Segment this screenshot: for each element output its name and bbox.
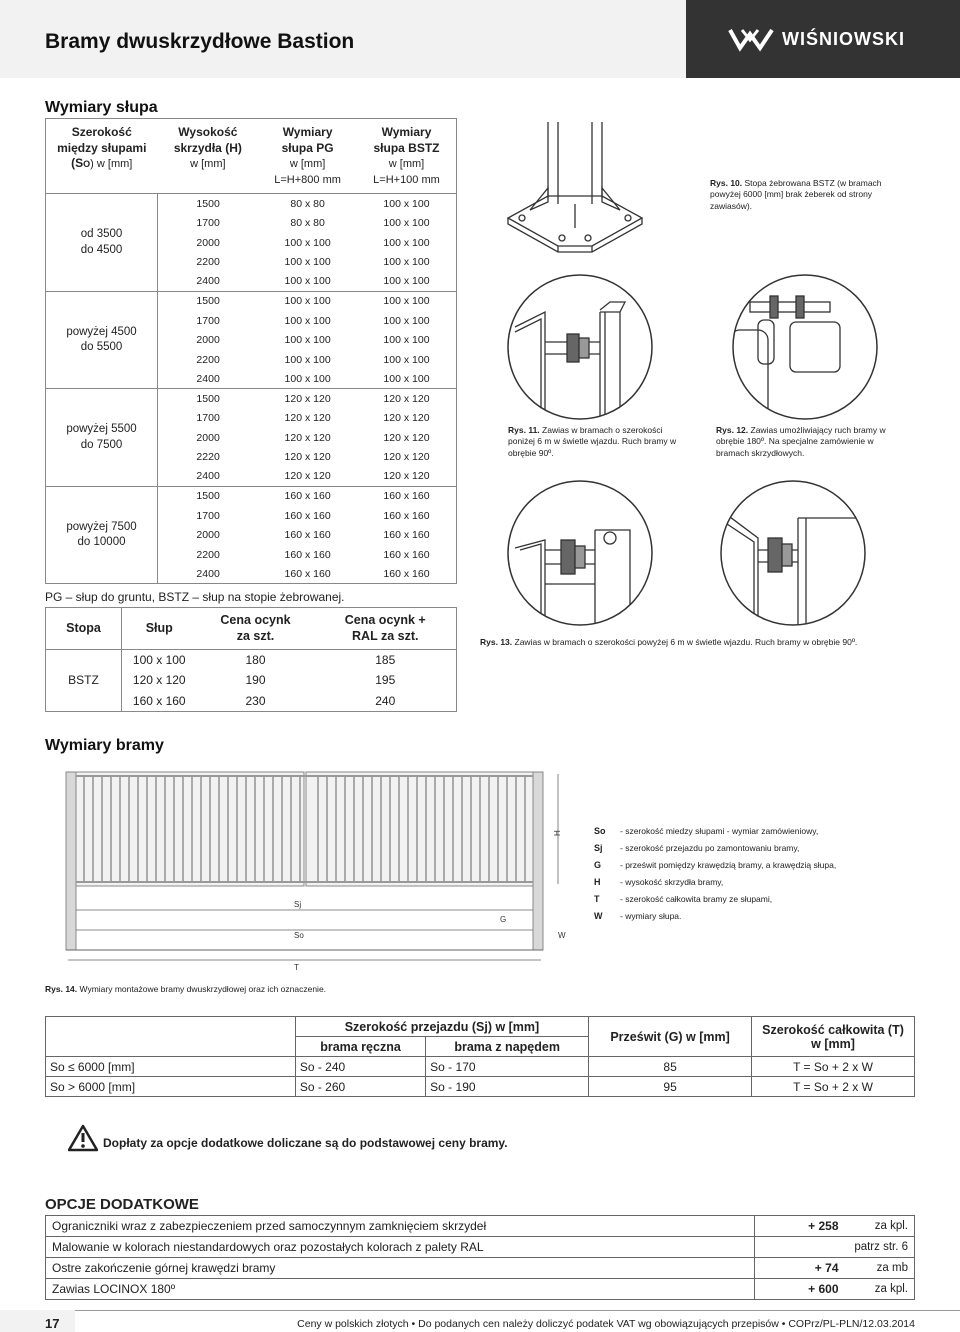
table-cell: 100 x 100 bbox=[383, 314, 430, 327]
table-cell: 100 x 100 bbox=[284, 275, 331, 288]
table-cell: 120 x 120 bbox=[383, 412, 430, 425]
table-cell: 160 x 160 bbox=[383, 509, 430, 522]
table-cell: 100 x 100 bbox=[383, 217, 430, 230]
col-bstz: Wymiary słupa BSTZ w [mm] L=H+100 mm bbox=[373, 125, 440, 186]
option-price: + 74 bbox=[755, 1258, 845, 1279]
table-cell: 2000 bbox=[196, 529, 220, 542]
col-clearance: Prześwit (G) w [mm] bbox=[589, 1017, 752, 1057]
table-cell: T = So + 2 x W bbox=[752, 1057, 915, 1077]
legend-item: Sj - szerokość przejazdu po zamontowaniu bramy, bbox=[594, 843, 800, 853]
legend-item: G - prześwit pomiędzy krawędzią bramy, a krawędzią słupa, bbox=[594, 860, 837, 870]
option-name: Ograniczniki wraz z zabezpieczeniem przed samoczynnym zamknięciem skrzydeł bbox=[46, 1216, 755, 1237]
table-row bbox=[46, 291, 457, 311]
table-cell: 2000 bbox=[196, 431, 220, 444]
table-cell: So - 240 bbox=[295, 1057, 425, 1077]
table-cell: 100 x 100 bbox=[284, 334, 331, 347]
table-cell: 160 x 160 bbox=[357, 486, 457, 506]
table-cell: T = So + 2 x W bbox=[752, 1077, 915, 1097]
table-cell: 2400 bbox=[196, 567, 220, 580]
col-blank bbox=[46, 1017, 296, 1057]
option-name: Zawias LOCINOX 180º bbox=[46, 1279, 755, 1300]
table-cell: 2400 bbox=[196, 275, 220, 288]
table-cell: 1500 bbox=[158, 291, 259, 311]
table-cell: 100 x 100 bbox=[284, 353, 331, 366]
figure-gate-dimensions bbox=[38, 760, 578, 982]
warning-icon bbox=[68, 1124, 98, 1152]
brand-logo bbox=[686, 0, 960, 78]
table-cell: 100 x 100 bbox=[383, 353, 430, 366]
table-cell: So ≤ 6000 [mm] bbox=[46, 1057, 296, 1077]
footer-text: Ceny w polskich złotych • Do podanych cen należy doliczyć podatek VAT wg obowiązujących przepisów • COPrz/PL-PLN/12.03.2014 bbox=[297, 1318, 915, 1330]
page-title: Bramy dwuskrzydłowe Bastion bbox=[45, 30, 355, 53]
table-cell: 2220 bbox=[196, 451, 220, 464]
table-cell: 80 x 80 bbox=[290, 197, 325, 210]
table-cell: 2400 bbox=[196, 470, 220, 483]
table-cell: 1500 bbox=[158, 389, 259, 409]
table-cell: 1500 bbox=[158, 486, 259, 506]
legend-item: T - szerokość całkowita bramy ze słupami, bbox=[594, 894, 773, 904]
table-cell: 100 x 100 bbox=[132, 653, 186, 667]
col-price-zinc: Cena ocynk za szt. bbox=[197, 608, 315, 650]
figure-hinge-large-right bbox=[718, 478, 868, 628]
section-title-post-dims: Wymiary słupa bbox=[45, 99, 158, 116]
option-unit: za mb bbox=[845, 1258, 915, 1279]
table-cell: 100 x 100 bbox=[383, 372, 430, 385]
caption-fig12: Rys. 12. Zawias umożliwiający ruch bramy w obrębie 180º. Na specjalne zamówienie w bramach skrzydłowych. bbox=[716, 425, 886, 458]
option-unit: za kpl. bbox=[845, 1216, 915, 1237]
option-row bbox=[46, 1237, 915, 1258]
table-cell: 120 x 120 bbox=[383, 451, 430, 464]
col-slup: Słup bbox=[122, 608, 197, 650]
table-cell: 1700 bbox=[196, 217, 220, 230]
legend-item: W - wymiary słupa. bbox=[594, 911, 682, 921]
table-cell: 100 x 100 bbox=[383, 256, 430, 269]
col-height: Wysokość skrzydła (H) w [mm] bbox=[173, 125, 242, 171]
table-cell: 100 x 100 bbox=[383, 275, 430, 288]
table-cell: 100 x 100 bbox=[284, 314, 331, 327]
table-cell: 120 x 120 bbox=[357, 389, 457, 409]
table-cell: 160 x 160 bbox=[132, 693, 186, 708]
table-cell: 120 x 120 bbox=[284, 431, 331, 444]
dim-label-h: H bbox=[553, 830, 562, 836]
post-dimensions-table bbox=[45, 118, 457, 584]
figure-hinge-180 bbox=[730, 272, 880, 422]
option-price: + 258 bbox=[755, 1216, 845, 1237]
table-cell: 185 bbox=[375, 653, 396, 667]
table-cell: 230 bbox=[245, 693, 266, 708]
table-cell: 100 x 100 bbox=[258, 291, 357, 311]
table-cell: 190 bbox=[245, 673, 266, 688]
group-label: powyżej 5500 do 7500 bbox=[46, 389, 158, 487]
legend-item: So - szerokość miedzy słupami - wymiar zamówieniowy, bbox=[594, 826, 819, 836]
table-cell: 1700 bbox=[196, 412, 220, 425]
table-cell: 160 x 160 bbox=[383, 548, 430, 561]
gate-dimensions-table bbox=[45, 1016, 915, 1097]
dim-label-w: W bbox=[558, 931, 566, 940]
dim-label-g: G bbox=[500, 915, 507, 924]
post-note: PG – słup do gruntu, BSTZ – słup na stopie żebrowanej. bbox=[45, 590, 345, 604]
table-cell: 160 x 160 bbox=[383, 529, 430, 542]
table-cell: 95 bbox=[589, 1077, 752, 1097]
table-cell: 100 x 100 bbox=[383, 334, 430, 347]
col-passage: Szerokość przejazdu (Sj) w [mm] bbox=[295, 1017, 588, 1037]
caption-fig11: Rys. 11. Zawias w bramach o szerokości poniżej 6 m w świetle wjazdu. Ruch bramy w obrębie 90º. bbox=[508, 425, 677, 458]
caption-fig14: Rys. 14. Wymiary montażowe bramy dwuskrzydłowej oraz ich oznaczenie. bbox=[45, 984, 327, 994]
table-cell: 160 x 160 bbox=[284, 529, 331, 542]
group-label: od 3500 do 4500 bbox=[46, 194, 158, 292]
group-label: powyżej 4500 do 5500 bbox=[46, 291, 158, 389]
caption-fig10: Rys. 10. Stopa żebrowana BSTZ (w bramach powyżej 6000 [mm] brak żeberek od strony zawiasów). bbox=[710, 178, 882, 211]
table-row bbox=[46, 194, 457, 214]
table-cell: 1700 bbox=[196, 314, 220, 327]
table-cell: So - 190 bbox=[426, 1077, 589, 1097]
table-cell: 1500 bbox=[196, 197, 220, 210]
warning-text: Dopłaty za opcje dodatkowe doliczane są do podstawowej ceny bramy. bbox=[103, 1136, 508, 1150]
dim-label-t: T bbox=[294, 963, 299, 972]
dimension-legend bbox=[594, 823, 836, 925]
table-cell: 2000 bbox=[196, 236, 220, 249]
col-stopa: Stopa bbox=[46, 608, 122, 650]
figure-base-plate bbox=[500, 118, 650, 268]
option-row bbox=[46, 1216, 915, 1237]
table-cell: 195 bbox=[375, 673, 396, 688]
table-cell: 240 bbox=[375, 693, 396, 708]
page-header bbox=[0, 0, 960, 78]
table-cell: 100 x 100 bbox=[357, 291, 457, 311]
table-cell: 100 x 100 bbox=[383, 236, 430, 249]
option-price bbox=[755, 1237, 845, 1258]
col-price-ral: Cena ocynk + RAL za szt. bbox=[315, 608, 457, 650]
option-row bbox=[46, 1258, 915, 1279]
dim-label-sj: Sj bbox=[294, 900, 302, 909]
brand-logo-icon bbox=[728, 26, 774, 52]
col-spacing: Szerokość między słupami (SO) w [mm] bbox=[57, 125, 147, 171]
table-cell: 2400 bbox=[196, 372, 220, 385]
option-unit: za kpl. bbox=[845, 1279, 915, 1300]
table-cell: 100 x 100 bbox=[284, 236, 331, 249]
group-label: powyżej 7500 do 10000 bbox=[46, 486, 158, 584]
table-cell: 2200 bbox=[196, 353, 220, 366]
table-cell: So - 260 bbox=[295, 1077, 425, 1097]
option-price: + 600 bbox=[755, 1279, 845, 1300]
options-table bbox=[45, 1215, 915, 1300]
table-cell: 160 x 160 bbox=[383, 567, 430, 580]
figure-hinge-90 bbox=[505, 272, 655, 422]
option-unit: patrz str. 6 bbox=[845, 1237, 915, 1258]
col-pg: Wymiary słupa PG w [mm] L=H+800 mm bbox=[274, 125, 341, 186]
table-row bbox=[46, 389, 457, 409]
col-manual: brama ręczna bbox=[295, 1037, 425, 1057]
table-row bbox=[46, 486, 457, 506]
table-cell: 120 x 120 bbox=[383, 470, 430, 483]
table-cell: 1700 bbox=[196, 509, 220, 522]
table-cell: 85 bbox=[589, 1057, 752, 1077]
brand-name: WIŚNIOWSKI bbox=[782, 29, 905, 49]
table-cell: 160 x 160 bbox=[258, 486, 357, 506]
table-cell: 100 x 100 bbox=[284, 256, 331, 269]
table-cell: 100 x 100 bbox=[284, 372, 331, 385]
caption-fig13: Rys. 13. Zawias w bramach o szerokości powyżej 6 m w świetle wjazdu. Ruch bramy w obrębie 90º. bbox=[480, 637, 858, 647]
section-title-options: OPCJE DODATKOWE bbox=[45, 1196, 199, 1213]
table-cell: 120 x 120 bbox=[284, 412, 331, 425]
table-cell: 120 x 120 bbox=[284, 470, 331, 483]
option-row bbox=[46, 1279, 915, 1300]
table-cell: 120 x 120 bbox=[258, 389, 357, 409]
table-cell: 2000 bbox=[196, 334, 220, 347]
col-total-width: Szerokość całkowita (T) w [mm] bbox=[752, 1017, 915, 1057]
table-cell: 120 x 120 bbox=[132, 673, 186, 688]
option-name: Malowanie w kolorach niestandardowych oraz pozostałych kolorach z palety RAL bbox=[46, 1237, 755, 1258]
foot-price-table bbox=[45, 607, 457, 712]
table-cell: 160 x 160 bbox=[284, 509, 331, 522]
table-cell: 160 x 160 bbox=[284, 567, 331, 580]
figure-hinge-large-left bbox=[505, 478, 655, 628]
table-cell: 80 x 80 bbox=[290, 217, 325, 230]
legend-item: H - wysokość skrzydła bramy, bbox=[594, 877, 724, 887]
option-name: Ostre zakończenie górnej krawędzi bramy bbox=[46, 1258, 755, 1279]
stopa-value: BSTZ bbox=[46, 650, 122, 712]
table-cell: 100 x 100 bbox=[383, 197, 430, 210]
table-cell: 180 bbox=[245, 653, 266, 667]
table-cell: 2200 bbox=[196, 256, 220, 269]
table-cell: 120 x 120 bbox=[383, 431, 430, 444]
table-cell: So > 6000 [mm] bbox=[46, 1077, 296, 1097]
table-cell: 160 x 160 bbox=[284, 548, 331, 561]
table-cell: 2200 bbox=[196, 548, 220, 561]
table-cell: 120 x 120 bbox=[284, 451, 331, 464]
table-cell: So - 170 bbox=[426, 1057, 589, 1077]
dim-label-so: So bbox=[294, 931, 304, 940]
col-automatic: brama z napędem bbox=[426, 1037, 589, 1057]
page-number: 17 bbox=[0, 1310, 75, 1332]
section-title-gate-dims: Wymiary bramy bbox=[45, 737, 164, 754]
